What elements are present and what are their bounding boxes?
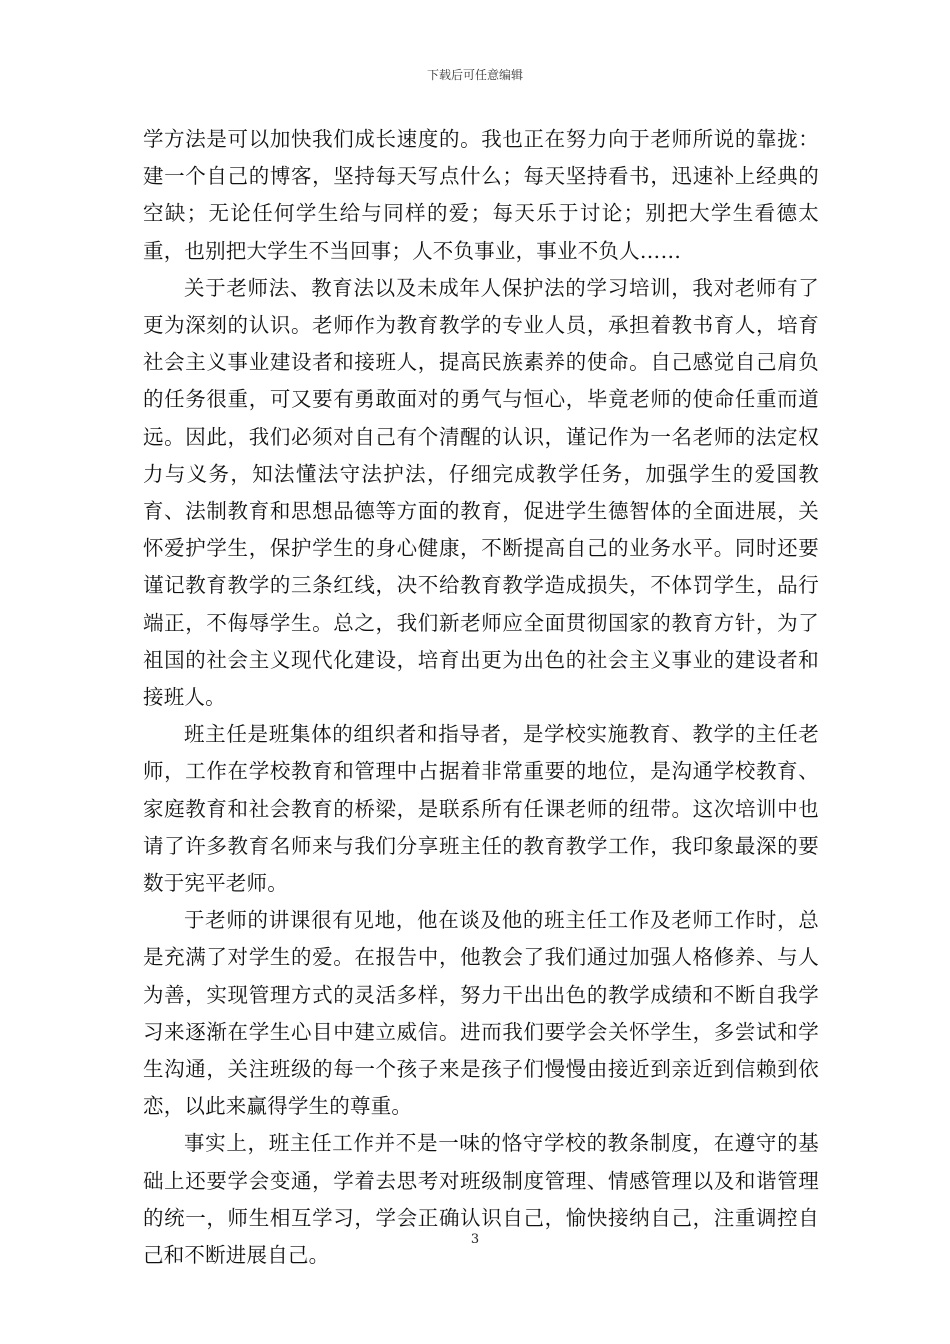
paragraph-flexibility: 事实上，班主任工作并不是一味的恪守学校的教条制度，在遵守的基础上还要学会变通，学着去思考对班级制度管理、情感管理以及和谐管理的统一，师生相互学习，学会正确认识自己，愉快接纳自己，注重调控自己和不断进展自己。 <box>143 1131 819 1268</box>
page-number: 3 <box>470 1232 480 1247</box>
paragraph-continuation: 学方法是可以加快我们成长速度的。我也正在努力向于老师所说的靠拢：建一个自己的博客，坚持每天写点什么；每天坚持看书，迅速补上经典的空缺；无论任何学生给与同样的爱；每天乐于讨论；别把大学生看德太重，也别把大学生不当回事；人不负事业，事业不负人…… <box>143 127 819 263</box>
paragraph-class-teacher-role: 班主任是班集体的组织者和指导者，是学校实施教育、教学的主任老师，工作在学校教育和管理中占据着非常重要的地位，是沟通学校教育、家庭教育和社会教育的桥梁，是联系所有任课老师的纽带。这次培训中也请了许多教育名师来与我们分享班主任的教育教学工作，我印象最深的要数于宪平老师。 <box>143 722 819 896</box>
document-body <box>143 121 819 1274</box>
paragraph-teacher-yu: 于老师的讲课很有见地，他在谈及他的班主任工作及老师工作时，总是充满了对学生的爱。在报告中，他教会了我们通过加强人格修养、与人为善，实现管理方式的灵活多样，努力干出出色的教学成绩和不断自我学习来逐渐在学生心目中建立威信。进而我们要学会关怀学生，多尝试和学生沟通，关注班级的每一个孩子来是孩子们慢慢由接近到亲近到信赖到依恋，以此来赢得学生的尊重。 <box>143 908 819 1119</box>
page-header-note: 下载后可任意编辑 <box>426 68 523 82</box>
paragraph-teacher-law: 关于老师法、教育法以及未成年人保护法的学习培训，我对老师有了更为深刻的认识。老师作为教育教学的专业人员，承担着教书育人，培育社会主义事业建设者和接班人，提高民族素养的使命。自己感觉自己肩负的任务很重，可又要有勇敢面对的勇气与恒心，毕竟老师的使命任重而道远。因此，我们必须对自己有个清醒的认识，谨记作为一名老师的法定权力与义务，知法懂法守法护法，仔细完成教学任务，加强学生的爱国教育、法制教育和思想品德等方面的教育，促进学生德智体的全面进展，关怀爱护学生，保护学生的身心健康，不断提高自己的业务水平。同时还要谨记教育教学的三条红线，决不给教育教学造成损失，不体罚学生，品行端正，不侮辱学生。总之，我们新老师应全面贯彻国家的教育方针，为了祖国的社会主义现代化建设，培育出更为出色的社会主义事业的建设者和接班人。 <box>143 275 819 710</box>
